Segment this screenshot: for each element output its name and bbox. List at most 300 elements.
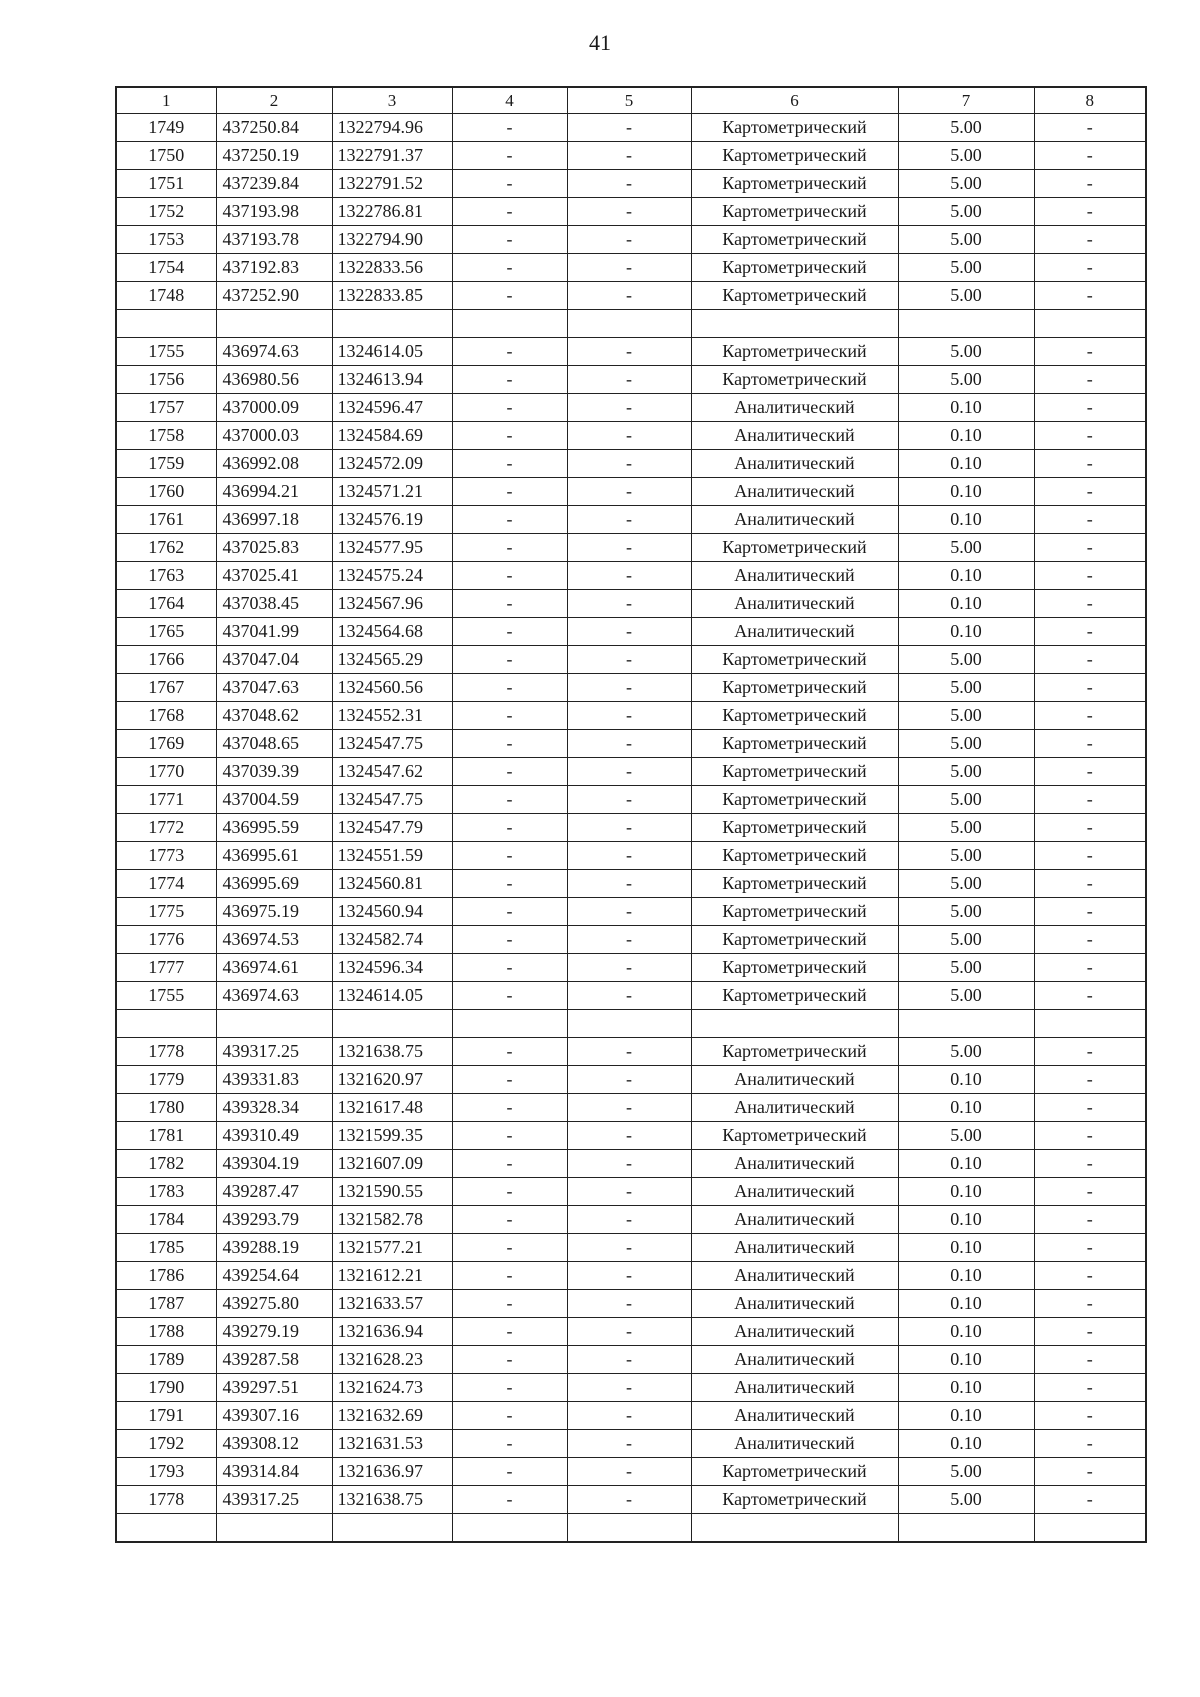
cell-method: Картометрический: [691, 170, 898, 198]
cell-accuracy: 0.10: [898, 1402, 1034, 1430]
table-row: [116, 702, 1146, 730]
cell-method: Картометрический: [691, 226, 898, 254]
table-row: [116, 450, 1146, 478]
page-number: 41: [589, 30, 611, 55]
cell-y-coordinate: 1324565.29: [332, 646, 452, 674]
cell-col-5: -: [567, 254, 691, 282]
cell-col-5: -: [567, 450, 691, 478]
cell-col-8: -: [1034, 954, 1146, 982]
table-row: [116, 926, 1146, 954]
cell-col-5: -: [567, 198, 691, 226]
cell-point-number: 1752: [116, 198, 216, 226]
cell-col-4: -: [452, 338, 567, 366]
cell-col-8: -: [1034, 114, 1146, 142]
cell-y-coordinate: 1324547.62: [332, 758, 452, 786]
cell-accuracy: 5.00: [898, 926, 1034, 954]
cell-col-4: -: [452, 1290, 567, 1318]
cell-col-5: -: [567, 1206, 691, 1234]
cell-col-5: -: [567, 338, 691, 366]
cell-method: Картометрический: [691, 898, 898, 926]
cell-col-4: -: [452, 254, 567, 282]
cell-method: Аналитический: [691, 1094, 898, 1122]
cell-col-8: -: [1034, 478, 1146, 506]
cell-col-8: -: [1034, 1122, 1146, 1150]
cell-point-number: 1793: [116, 1458, 216, 1486]
cell-method: Картометрический: [691, 282, 898, 310]
cell-accuracy: 0.10: [898, 1262, 1034, 1290]
cell-accuracy: 5.00: [898, 898, 1034, 926]
cell-col-4: -: [452, 898, 567, 926]
table-row: [116, 506, 1146, 534]
cell-point-number: 1749: [116, 114, 216, 142]
column-header-8: 8: [1034, 87, 1146, 114]
cell-x-coordinate: 439287.58: [216, 1346, 332, 1374]
cell-method: Аналитический: [691, 1290, 898, 1318]
cell-x-coordinate: 437025.83: [216, 534, 332, 562]
cell-y-coordinate: 1324552.31: [332, 702, 452, 730]
cell-x-coordinate: 439293.79: [216, 1206, 332, 1234]
cell-col-8: -: [1034, 982, 1146, 1010]
cell-col-5: -: [567, 1458, 691, 1486]
cell-point-number: 1761: [116, 506, 216, 534]
cell-col-5: -: [567, 646, 691, 674]
cell-col-4: -: [452, 198, 567, 226]
cell-col-4: -: [452, 1262, 567, 1290]
cell-col-4: -: [452, 730, 567, 758]
cell-col-5: -: [567, 1374, 691, 1402]
cell-x-coordinate: 437047.63: [216, 674, 332, 702]
cell-accuracy: 5.00: [898, 226, 1034, 254]
table-row: [116, 1458, 1146, 1486]
cell-col-8: -: [1034, 450, 1146, 478]
cell-point-number: 1768: [116, 702, 216, 730]
cell-accuracy: 5.00: [898, 702, 1034, 730]
cell-col-4: -: [452, 142, 567, 170]
cell-col-5: -: [567, 366, 691, 394]
cell-col-4: -: [452, 1150, 567, 1178]
cell-method: [691, 1514, 898, 1543]
cell-x-coordinate: 436995.61: [216, 842, 332, 870]
table-row: [116, 310, 1146, 338]
cell-col-4: -: [452, 1318, 567, 1346]
cell-x-coordinate: 437000.03: [216, 422, 332, 450]
cell-x-coordinate: 439275.80: [216, 1290, 332, 1318]
table-row: [116, 730, 1146, 758]
cell-col-8: [1034, 1514, 1146, 1543]
table-row: [116, 534, 1146, 562]
cell-point-number: 1786: [116, 1262, 216, 1290]
table-row: [116, 842, 1146, 870]
cell-method: Картометрический: [691, 1486, 898, 1514]
cell-x-coordinate: 439317.25: [216, 1486, 332, 1514]
cell-method: Аналитический: [691, 1262, 898, 1290]
cell-accuracy: 5.00: [898, 814, 1034, 842]
cell-col-4: [452, 1514, 567, 1543]
cell-x-coordinate: 436992.08: [216, 450, 332, 478]
cell-x-coordinate: 436997.18: [216, 506, 332, 534]
cell-accuracy: 5.00: [898, 674, 1034, 702]
cell-point-number: 1753: [116, 226, 216, 254]
cell-method: Картометрический: [691, 1122, 898, 1150]
cell-x-coordinate: 437039.39: [216, 758, 332, 786]
cell-y-coordinate: 1321636.94: [332, 1318, 452, 1346]
cell-method: Картометрический: [691, 1038, 898, 1066]
cell-x-coordinate: [216, 1514, 332, 1543]
table-row: [116, 366, 1146, 394]
cell-col-8: -: [1034, 142, 1146, 170]
cell-x-coordinate: 439317.25: [216, 1038, 332, 1066]
table-row: [116, 674, 1146, 702]
table-row: [116, 1010, 1146, 1038]
cell-y-coordinate: [332, 310, 452, 338]
cell-y-coordinate: 1324576.19: [332, 506, 452, 534]
column-header-5: 5: [567, 87, 691, 114]
table-row: [116, 1486, 1146, 1514]
cell-y-coordinate: 1321620.97: [332, 1066, 452, 1094]
cell-col-5: -: [567, 1290, 691, 1318]
cell-point-number: 1785: [116, 1234, 216, 1262]
cell-col-4: -: [452, 1178, 567, 1206]
cell-method: Аналитический: [691, 422, 898, 450]
cell-accuracy: 5.00: [898, 338, 1034, 366]
cell-y-coordinate: 1324575.24: [332, 562, 452, 590]
cell-x-coordinate: 437193.78: [216, 226, 332, 254]
cell-col-4: -: [452, 1430, 567, 1458]
cell-col-5: -: [567, 954, 691, 982]
cell-accuracy: 0.10: [898, 394, 1034, 422]
cell-col-4: -: [452, 758, 567, 786]
cell-col-5: [567, 1514, 691, 1543]
cell-col-4: -: [452, 674, 567, 702]
cell-col-5: -: [567, 1486, 691, 1514]
cell-col-4: -: [452, 646, 567, 674]
cell-point-number: 1784: [116, 1206, 216, 1234]
cell-x-coordinate: 439279.19: [216, 1318, 332, 1346]
cell-method: Картометрический: [691, 786, 898, 814]
table-row: [116, 1066, 1146, 1094]
cell-col-5: -: [567, 1150, 691, 1178]
cell-method: Аналитический: [691, 506, 898, 534]
cell-accuracy: 5.00: [898, 842, 1034, 870]
cell-col-4: -: [452, 1486, 567, 1514]
cell-x-coordinate: 437192.83: [216, 254, 332, 282]
cell-point-number: 1770: [116, 758, 216, 786]
cell-point-number: 1769: [116, 730, 216, 758]
cell-col-8: -: [1034, 1374, 1146, 1402]
cell-accuracy: 0.10: [898, 422, 1034, 450]
cell-col-4: -: [452, 1066, 567, 1094]
cell-method: Аналитический: [691, 590, 898, 618]
cell-col-5: [567, 1010, 691, 1038]
cell-accuracy: 5.00: [898, 142, 1034, 170]
cell-accuracy: 5.00: [898, 730, 1034, 758]
cell-col-8: -: [1034, 1206, 1146, 1234]
cell-col-5: -: [567, 1066, 691, 1094]
column-header-4: 4: [452, 87, 567, 114]
cell-y-coordinate: 1321582.78: [332, 1206, 452, 1234]
cell-method: Картометрический: [691, 366, 898, 394]
table-row: [116, 254, 1146, 282]
cell-y-coordinate: 1324564.68: [332, 618, 452, 646]
cell-col-8: -: [1034, 1318, 1146, 1346]
column-header-1: 1: [116, 87, 216, 114]
cell-col-8: -: [1034, 562, 1146, 590]
cell-x-coordinate: 439297.51: [216, 1374, 332, 1402]
cell-col-8: -: [1034, 1486, 1146, 1514]
cell-accuracy: 0.10: [898, 1094, 1034, 1122]
cell-col-8: -: [1034, 1290, 1146, 1318]
cell-col-8: -: [1034, 1346, 1146, 1374]
cell-col-5: -: [567, 1346, 691, 1374]
cell-col-5: -: [567, 1178, 691, 1206]
cell-col-4: -: [452, 506, 567, 534]
cell-point-number: 1760: [116, 478, 216, 506]
cell-col-4: -: [452, 394, 567, 422]
cell-x-coordinate: 437038.45: [216, 590, 332, 618]
table-row: [116, 1262, 1146, 1290]
cell-col-8: -: [1034, 422, 1146, 450]
table-row: [116, 618, 1146, 646]
cell-x-coordinate: 437048.62: [216, 702, 332, 730]
cell-col-8: -: [1034, 534, 1146, 562]
cell-y-coordinate: 1324551.59: [332, 842, 452, 870]
cell-y-coordinate: 1321628.23: [332, 1346, 452, 1374]
cell-x-coordinate: 436994.21: [216, 478, 332, 506]
cell-y-coordinate: 1324613.94: [332, 366, 452, 394]
cell-point-number: 1777: [116, 954, 216, 982]
cell-x-coordinate: [216, 1010, 332, 1038]
cell-method: Аналитический: [691, 1066, 898, 1094]
cell-x-coordinate: 436974.61: [216, 954, 332, 982]
cell-x-coordinate: 439331.83: [216, 1066, 332, 1094]
cell-col-4: -: [452, 534, 567, 562]
cell-x-coordinate: 437004.59: [216, 786, 332, 814]
cell-y-coordinate: 1324547.75: [332, 786, 452, 814]
cell-col-8: -: [1034, 926, 1146, 954]
cell-point-number: 1755: [116, 982, 216, 1010]
cell-col-4: -: [452, 1038, 567, 1066]
cell-col-5: -: [567, 1038, 691, 1066]
cell-accuracy: 0.10: [898, 1178, 1034, 1206]
cell-method: Аналитический: [691, 1402, 898, 1430]
cell-y-coordinate: 1321607.09: [332, 1150, 452, 1178]
cell-method: Картометрический: [691, 926, 898, 954]
cell-col-8: -: [1034, 282, 1146, 310]
cell-point-number: 1748: [116, 282, 216, 310]
cell-y-coordinate: 1324596.34: [332, 954, 452, 982]
table-row: [116, 758, 1146, 786]
cell-col-4: -: [452, 114, 567, 142]
cell-x-coordinate: 436995.59: [216, 814, 332, 842]
cell-y-coordinate: 1324584.69: [332, 422, 452, 450]
cell-col-4: -: [452, 786, 567, 814]
cell-col-8: -: [1034, 1178, 1146, 1206]
cell-col-8: -: [1034, 366, 1146, 394]
cell-accuracy: 0.10: [898, 1290, 1034, 1318]
cell-y-coordinate: 1324547.75: [332, 730, 452, 758]
cell-x-coordinate: 437047.04: [216, 646, 332, 674]
cell-y-coordinate: 1322791.52: [332, 170, 452, 198]
cell-col-8: -: [1034, 590, 1146, 618]
cell-accuracy: 0.10: [898, 618, 1034, 646]
cell-x-coordinate: 437000.09: [216, 394, 332, 422]
table-row: [116, 1206, 1146, 1234]
cell-y-coordinate: 1324571.21: [332, 478, 452, 506]
table-row: [116, 1290, 1146, 1318]
cell-col-8: -: [1034, 730, 1146, 758]
cell-y-coordinate: 1324560.81: [332, 870, 452, 898]
cell-col-5: -: [567, 1262, 691, 1290]
cell-point-number: 1766: [116, 646, 216, 674]
cell-method: Картометрический: [691, 842, 898, 870]
cell-point-number: 1791: [116, 1402, 216, 1430]
cell-method: Картометрический: [691, 338, 898, 366]
cell-col-8: -: [1034, 702, 1146, 730]
cell-col-4: -: [452, 814, 567, 842]
cell-y-coordinate: 1321636.97: [332, 1458, 452, 1486]
cell-col-8: -: [1034, 254, 1146, 282]
cell-method: [691, 310, 898, 338]
cell-method: Картометрический: [691, 142, 898, 170]
cell-accuracy: 0.10: [898, 1234, 1034, 1262]
table-body: [116, 87, 1146, 1542]
cell-col-4: -: [452, 842, 567, 870]
cell-col-4: -: [452, 702, 567, 730]
table-header-row: [116, 87, 1146, 114]
cell-point-number: 1765: [116, 618, 216, 646]
cell-col-5: -: [567, 534, 691, 562]
table-row: [116, 142, 1146, 170]
cell-accuracy: [898, 310, 1034, 338]
cell-point-number: 1792: [116, 1430, 216, 1458]
cell-y-coordinate: 1324560.56: [332, 674, 452, 702]
cell-y-coordinate: 1324547.79: [332, 814, 452, 842]
cell-col-5: [567, 310, 691, 338]
cell-col-4: -: [452, 226, 567, 254]
cell-col-4: -: [452, 1458, 567, 1486]
cell-col-8: -: [1034, 618, 1146, 646]
cell-y-coordinate: 1321577.21: [332, 1234, 452, 1262]
cell-method: Аналитический: [691, 450, 898, 478]
cell-accuracy: 0.10: [898, 1374, 1034, 1402]
cell-accuracy: 0.10: [898, 1206, 1034, 1234]
cell-accuracy: 5.00: [898, 282, 1034, 310]
cell-x-coordinate: 439287.47: [216, 1178, 332, 1206]
cell-col-8: -: [1034, 1458, 1146, 1486]
cell-col-8: -: [1034, 758, 1146, 786]
cell-accuracy: 5.00: [898, 366, 1034, 394]
cell-point-number: 1751: [116, 170, 216, 198]
table-row: [116, 1178, 1146, 1206]
cell-x-coordinate: 436974.63: [216, 982, 332, 1010]
cell-point-number: 1772: [116, 814, 216, 842]
cell-accuracy: 5.00: [898, 1458, 1034, 1486]
cell-col-4: -: [452, 870, 567, 898]
cell-point-number: [116, 310, 216, 338]
cell-col-8: -: [1034, 1038, 1146, 1066]
table-row: [116, 422, 1146, 450]
table-row: [116, 898, 1146, 926]
table-row: [116, 338, 1146, 366]
cell-method: Картометрический: [691, 646, 898, 674]
cell-accuracy: 0.10: [898, 590, 1034, 618]
cell-point-number: 1775: [116, 898, 216, 926]
cell-point-number: 1759: [116, 450, 216, 478]
cell-accuracy: 0.10: [898, 478, 1034, 506]
cell-method: Аналитический: [691, 478, 898, 506]
table-row: [116, 1038, 1146, 1066]
cell-x-coordinate: 437239.84: [216, 170, 332, 198]
table-row: [116, 786, 1146, 814]
cell-accuracy: [898, 1010, 1034, 1038]
cell-y-coordinate: 1324582.74: [332, 926, 452, 954]
cell-accuracy: 0.10: [898, 562, 1034, 590]
column-header-7: 7: [898, 87, 1034, 114]
cell-col-8: -: [1034, 674, 1146, 702]
cell-method: Картометрический: [691, 758, 898, 786]
table-row: [116, 114, 1146, 142]
cell-y-coordinate: 1322833.85: [332, 282, 452, 310]
cell-x-coordinate: 437025.41: [216, 562, 332, 590]
cell-method: Аналитический: [691, 394, 898, 422]
cell-col-8: -: [1034, 1430, 1146, 1458]
cell-x-coordinate: 437193.98: [216, 198, 332, 226]
cell-x-coordinate: 436974.63: [216, 338, 332, 366]
cell-col-8: -: [1034, 1150, 1146, 1178]
cell-col-4: -: [452, 366, 567, 394]
cell-col-5: -: [567, 814, 691, 842]
cell-col-5: -: [567, 1234, 691, 1262]
cell-point-number: 1779: [116, 1066, 216, 1094]
cell-point-number: 1782: [116, 1150, 216, 1178]
cell-point-number: 1774: [116, 870, 216, 898]
cell-method: Аналитический: [691, 618, 898, 646]
cell-col-5: -: [567, 926, 691, 954]
cell-accuracy: 5.00: [898, 114, 1034, 142]
cell-accuracy: 0.10: [898, 1346, 1034, 1374]
cell-point-number: 1756: [116, 366, 216, 394]
cell-x-coordinate: 436974.53: [216, 926, 332, 954]
cell-col-5: -: [567, 170, 691, 198]
cell-method: Картометрический: [691, 954, 898, 982]
cell-point-number: 1754: [116, 254, 216, 282]
cell-col-8: [1034, 310, 1146, 338]
cell-col-4: -: [452, 282, 567, 310]
cell-accuracy: 5.00: [898, 646, 1034, 674]
cell-col-4: -: [452, 982, 567, 1010]
cell-col-8: -: [1034, 226, 1146, 254]
cell-col-4: -: [452, 618, 567, 646]
cell-col-4: -: [452, 1346, 567, 1374]
cell-col-4: -: [452, 478, 567, 506]
cell-x-coordinate: 439314.84: [216, 1458, 332, 1486]
cell-col-5: -: [567, 282, 691, 310]
cell-y-coordinate: 1324572.09: [332, 450, 452, 478]
cell-col-5: -: [567, 1430, 691, 1458]
cell-point-number: 1764: [116, 590, 216, 618]
table-row: [116, 1318, 1146, 1346]
cell-y-coordinate: 1322791.37: [332, 142, 452, 170]
table-row: [116, 282, 1146, 310]
cell-method: Аналитический: [691, 1150, 898, 1178]
cell-y-coordinate: 1321633.57: [332, 1290, 452, 1318]
cell-col-5: -: [567, 982, 691, 1010]
cell-col-4: -: [452, 450, 567, 478]
cell-x-coordinate: 436975.19: [216, 898, 332, 926]
cell-col-5: -: [567, 506, 691, 534]
cell-col-5: -: [567, 898, 691, 926]
cell-col-4: -: [452, 562, 567, 590]
